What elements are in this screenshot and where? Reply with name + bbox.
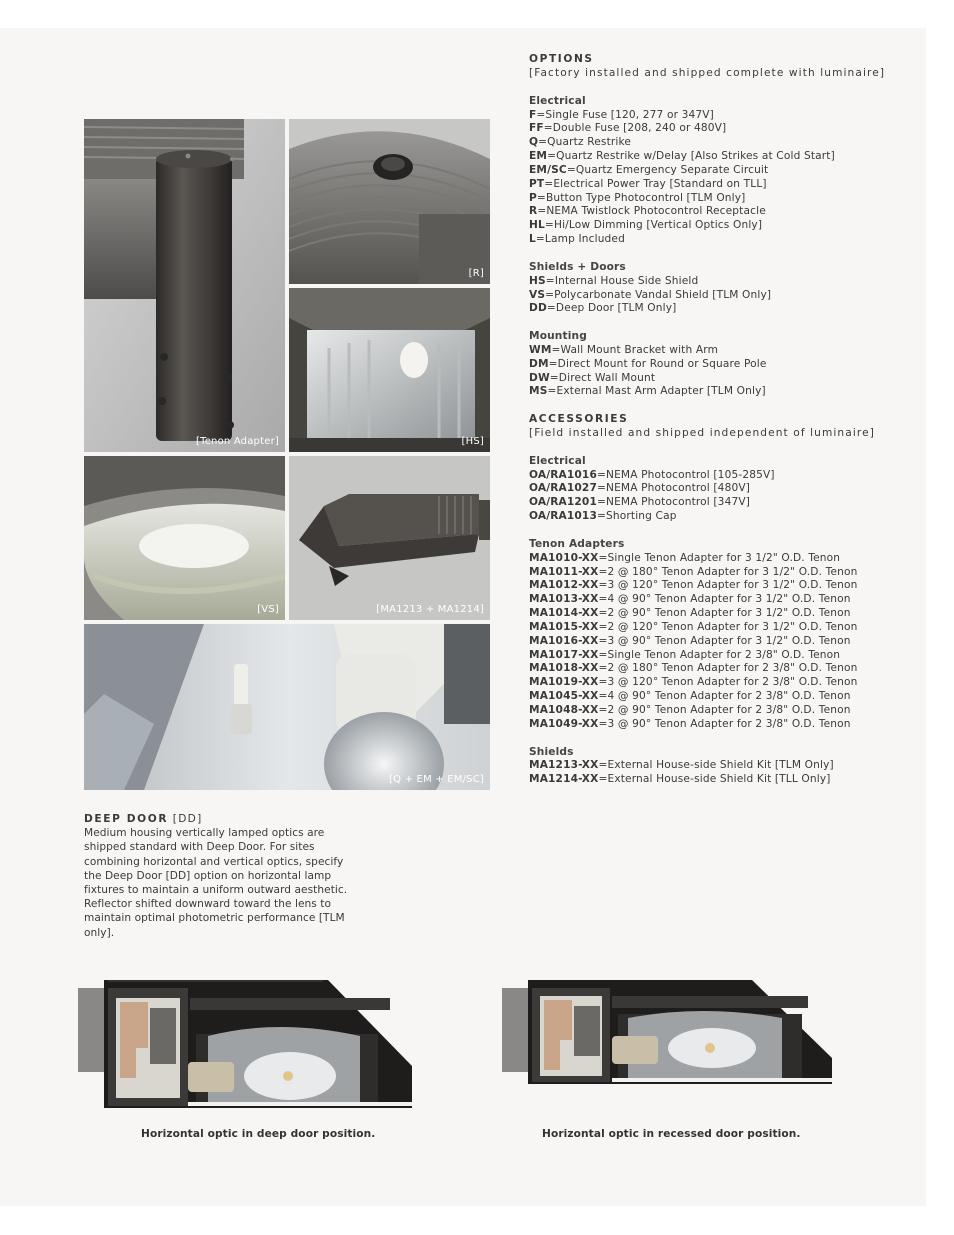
accessories-item-code: MA1016-XX bbox=[529, 634, 599, 647]
accessories-title: ACCESSORIES bbox=[529, 413, 629, 426]
deep-door-diagram-caption: Horizontal optic in deep door position. bbox=[141, 1128, 376, 1140]
accessories-item-code: MA1010-XX bbox=[529, 551, 599, 564]
options-item-text: =Button Type Photocontrol [TLM Only] bbox=[536, 191, 746, 204]
vandal-shield-photo bbox=[84, 456, 285, 620]
accessories-item-text: =3 @ 120° Tenon Adapter for 3 1/2" O.D. Tenon bbox=[598, 579, 858, 592]
accessories-item bbox=[529, 579, 909, 593]
accessories-groups bbox=[529, 455, 909, 801]
options-item-text: =Direct Wall Mount bbox=[549, 371, 656, 384]
accessories-item-text: =Shorting Cap bbox=[596, 510, 677, 523]
accessories-item bbox=[529, 469, 909, 483]
accessories-item-code: MA1213-XX bbox=[529, 759, 599, 772]
accessories-item bbox=[529, 552, 909, 566]
options-item-text: =NEMA Twistlock Photocontrol Receptacle bbox=[537, 205, 766, 218]
accessories-item-text: =NEMA Photocontrol [105-285V] bbox=[596, 468, 775, 481]
options-item-code: Q bbox=[529, 136, 539, 149]
accessories-item-code: MA1048-XX bbox=[529, 703, 599, 716]
accessories-item-text: =2 @ 180° Tenon Adapter for 3 1/2" O.D. Tenon bbox=[598, 565, 858, 578]
options-item-text: =Electrical Power Tray [Standard on TLL] bbox=[544, 177, 767, 190]
accessories-item-code: MA1019-XX bbox=[529, 676, 599, 689]
options-item bbox=[529, 178, 909, 192]
options-title: OPTIONS bbox=[529, 53, 594, 65]
options-item-code: EM/SC bbox=[529, 163, 567, 176]
deep-door-title: DEEP DOOR bbox=[84, 813, 169, 825]
options-item-text: =Quartz Restrike w/Delay [Also Strikes at Cold Start] bbox=[547, 150, 835, 163]
options-item bbox=[529, 150, 909, 164]
accessories-item bbox=[529, 649, 909, 663]
accessories-item-code: MA1018-XX bbox=[529, 662, 599, 675]
accessories-subtitle: [Field installed and shipped independent of luminaire] bbox=[529, 426, 875, 439]
options-item bbox=[529, 122, 909, 136]
accessories-item bbox=[529, 482, 909, 496]
external-shield-photo bbox=[289, 456, 490, 620]
options-item bbox=[529, 192, 909, 206]
options-item-code: FF bbox=[529, 122, 544, 135]
accessories-group-title: Electrical bbox=[529, 454, 586, 467]
hs-caption: [HS] bbox=[461, 436, 484, 447]
accessories-item bbox=[529, 593, 909, 607]
accessories-item-text: =4 @ 90° Tenon Adapter for 2 3/8" O.D. Tenon bbox=[598, 690, 851, 703]
accessories-item bbox=[529, 773, 909, 787]
accessories-item-text: =2 @ 120° Tenon Adapter for 3 1/2" O.D. Tenon bbox=[598, 620, 858, 633]
accessories-item-text: =NEMA Photocontrol [480V] bbox=[596, 482, 751, 495]
accessories-item bbox=[529, 718, 909, 732]
accessories-item bbox=[529, 759, 909, 773]
accessories-item bbox=[529, 510, 909, 524]
options-item-code: MS bbox=[529, 385, 548, 398]
options-item-code: WM bbox=[529, 343, 552, 356]
accessories-item bbox=[529, 704, 909, 718]
accessories-item bbox=[529, 496, 909, 510]
accessories-item-code: MA1011-XX bbox=[529, 565, 599, 578]
accessories-item-text: =NEMA Photocontrol [347V] bbox=[596, 496, 751, 509]
accessories-item-code: MA1214-XX bbox=[529, 773, 599, 786]
options-item-code: R bbox=[529, 205, 538, 218]
options-item-code: DW bbox=[529, 371, 550, 384]
accessories-item-text: =External House-side Shield Kit [TLL Only] bbox=[598, 773, 831, 786]
options-item-code: HL bbox=[529, 219, 545, 232]
accessories-item-text: =2 @ 180° Tenon Adapter for 2 3/8" O.D. Tenon bbox=[598, 662, 858, 675]
quartz-restrike-photo bbox=[84, 624, 490, 790]
accessories-item-text: =2 @ 90° Tenon Adapter for 3 1/2" O.D. Tenon bbox=[598, 607, 851, 620]
accessories-item bbox=[529, 676, 909, 690]
recessed-door-diagram-caption: Horizontal optic in recessed door position. bbox=[542, 1128, 801, 1140]
options-item-text: =External Mast Arm Adapter [TLM Only] bbox=[547, 385, 766, 398]
options-item-text: =Internal House Side Shield bbox=[545, 274, 699, 287]
options-accessories-column bbox=[529, 53, 909, 801]
accessories-item-code: MA1045-XX bbox=[529, 690, 599, 703]
options-item-code: VS bbox=[529, 288, 546, 301]
options-subtitle: [Factory installed and shipped complete with luminaire] bbox=[529, 66, 886, 79]
accessories-item-text: =3 @ 90° Tenon Adapter for 2 3/8" O.D. Tenon bbox=[598, 717, 851, 730]
accessories-item-code: MA1015-XX bbox=[529, 620, 599, 633]
accessories-group-title: Shields bbox=[529, 745, 574, 758]
house-side-shield-photo bbox=[289, 288, 490, 452]
options-item bbox=[529, 385, 909, 399]
options-item bbox=[529, 275, 909, 289]
options-item-text: =Quartz Emergency Separate Circuit bbox=[566, 163, 769, 176]
accessories-item bbox=[529, 607, 909, 621]
ma-caption: [MA1213 + MA1214] bbox=[376, 604, 484, 615]
options-item-text: =Deep Door [TLM Only] bbox=[546, 302, 677, 315]
accessories-item bbox=[529, 566, 909, 580]
options-group-title: Mounting bbox=[529, 330, 587, 343]
options-item-code: HS bbox=[529, 274, 546, 287]
accessories-group-title: Tenon Adapters bbox=[529, 537, 625, 550]
options-item-text: =Polycarbonate Vandal Shield [TLM Only] bbox=[545, 288, 772, 301]
accessories-item bbox=[529, 621, 909, 635]
accessories-item-text: =4 @ 90° Tenon Adapter for 3 1/2" O.D. Tenon bbox=[598, 593, 851, 606]
options-group-title: Shields + Doors bbox=[529, 260, 626, 273]
options-item-text: =Hi/Low Dimming [Vertical Optics Only] bbox=[544, 219, 763, 232]
options-item bbox=[529, 205, 909, 219]
options-group-title: Electrical bbox=[529, 94, 586, 107]
spacer bbox=[529, 524, 909, 538]
options-item bbox=[529, 164, 909, 178]
options-item-text: =Lamp Included bbox=[535, 233, 625, 246]
deep-door-body: Medium housing vertically lamped optics are shipped standard with Deep Door. For sites combining horizontal and vertical optics, specify the Deep Door [DD] option on horizontal lamp fixtures to maintain a uniform outward aesthetic. Reflector shifted downward toward the lens to maintain optimal photometric performance [TLM only]. bbox=[84, 827, 348, 939]
options-item-text: =Single Fuse [120, 277 or 347V] bbox=[536, 108, 714, 121]
recessed-door-diagram bbox=[502, 978, 834, 1088]
accessories-item-text: =Single Tenon Adapter for 3 1/2" O.D. Tenon bbox=[598, 551, 841, 564]
options-item bbox=[529, 372, 909, 386]
twistlock-receptacle-photo bbox=[289, 119, 490, 284]
options-item bbox=[529, 233, 909, 247]
spacer bbox=[529, 316, 909, 330]
options-item-code: PT bbox=[529, 177, 545, 190]
q-caption: [Q + EM + EM/SC] bbox=[389, 774, 484, 785]
options-item bbox=[529, 289, 909, 303]
accessories-item-code: MA1013-XX bbox=[529, 593, 599, 606]
accessories-item-code: MA1012-XX bbox=[529, 579, 599, 592]
accessories-item-code: OA/RA1201 bbox=[529, 496, 597, 509]
options-item-code: EM bbox=[529, 150, 548, 163]
accessories-item-text: =External House-side Shield Kit [TLM Only] bbox=[598, 759, 834, 772]
tenon-adapter-caption: [Tenon Adapter] bbox=[195, 436, 279, 447]
options-item-code: F bbox=[529, 108, 537, 121]
spacer bbox=[529, 399, 909, 413]
options-item-code: DD bbox=[529, 302, 547, 315]
options-item-text: =Double Fuse [208, 240 or 480V] bbox=[543, 122, 727, 135]
options-item bbox=[529, 136, 909, 150]
spacer bbox=[529, 732, 909, 746]
options-groups bbox=[529, 95, 909, 413]
accessories-item-code: MA1017-XX bbox=[529, 648, 599, 661]
spacer bbox=[529, 787, 909, 801]
options-item-text: =Quartz Restrike bbox=[538, 136, 632, 149]
options-item bbox=[529, 109, 909, 123]
options-item bbox=[529, 358, 909, 372]
vs-caption: [VS] bbox=[257, 604, 279, 615]
spacer bbox=[529, 247, 909, 261]
deep-door-section bbox=[84, 812, 354, 940]
accessories-item bbox=[529, 635, 909, 649]
options-item-code: P bbox=[529, 191, 537, 204]
accessories-item-code: MA1049-XX bbox=[529, 717, 599, 730]
accessories-item-text: =2 @ 90° Tenon Adapter for 2 3/8" O.D. Tenon bbox=[598, 703, 851, 716]
tenon-adapter-photo bbox=[84, 119, 285, 452]
options-item-text: =Wall Mount Bracket with Arm bbox=[551, 343, 719, 356]
r-caption: [R] bbox=[468, 268, 484, 279]
deep-door-code: [DD] bbox=[172, 813, 203, 825]
accessories-item-text: =3 @ 90° Tenon Adapter for 3 1/2" O.D. Tenon bbox=[598, 634, 851, 647]
accessories-item-text: =3 @ 120° Tenon Adapter for 2 3/8" O.D. Tenon bbox=[598, 676, 858, 689]
accessories-item-code: OA/RA1013 bbox=[529, 510, 597, 523]
options-item-code: L bbox=[529, 233, 536, 246]
accessories-item-code: MA1014-XX bbox=[529, 607, 599, 620]
accessories-item bbox=[529, 690, 909, 704]
options-item bbox=[529, 344, 909, 358]
accessories-item bbox=[529, 662, 909, 676]
options-item-text: =Direct Mount for Round or Square Pole bbox=[548, 357, 767, 370]
options-item bbox=[529, 219, 909, 233]
accessories-item-code: OA/RA1027 bbox=[529, 482, 597, 495]
accessories-item-text: =Single Tenon Adapter for 2 3/8" O.D. Tenon bbox=[598, 648, 841, 661]
options-item-code: DM bbox=[529, 357, 549, 370]
options-item bbox=[529, 302, 909, 316]
accessories-item-code: OA/RA1016 bbox=[529, 468, 597, 481]
deep-door-diagram bbox=[78, 978, 416, 1112]
